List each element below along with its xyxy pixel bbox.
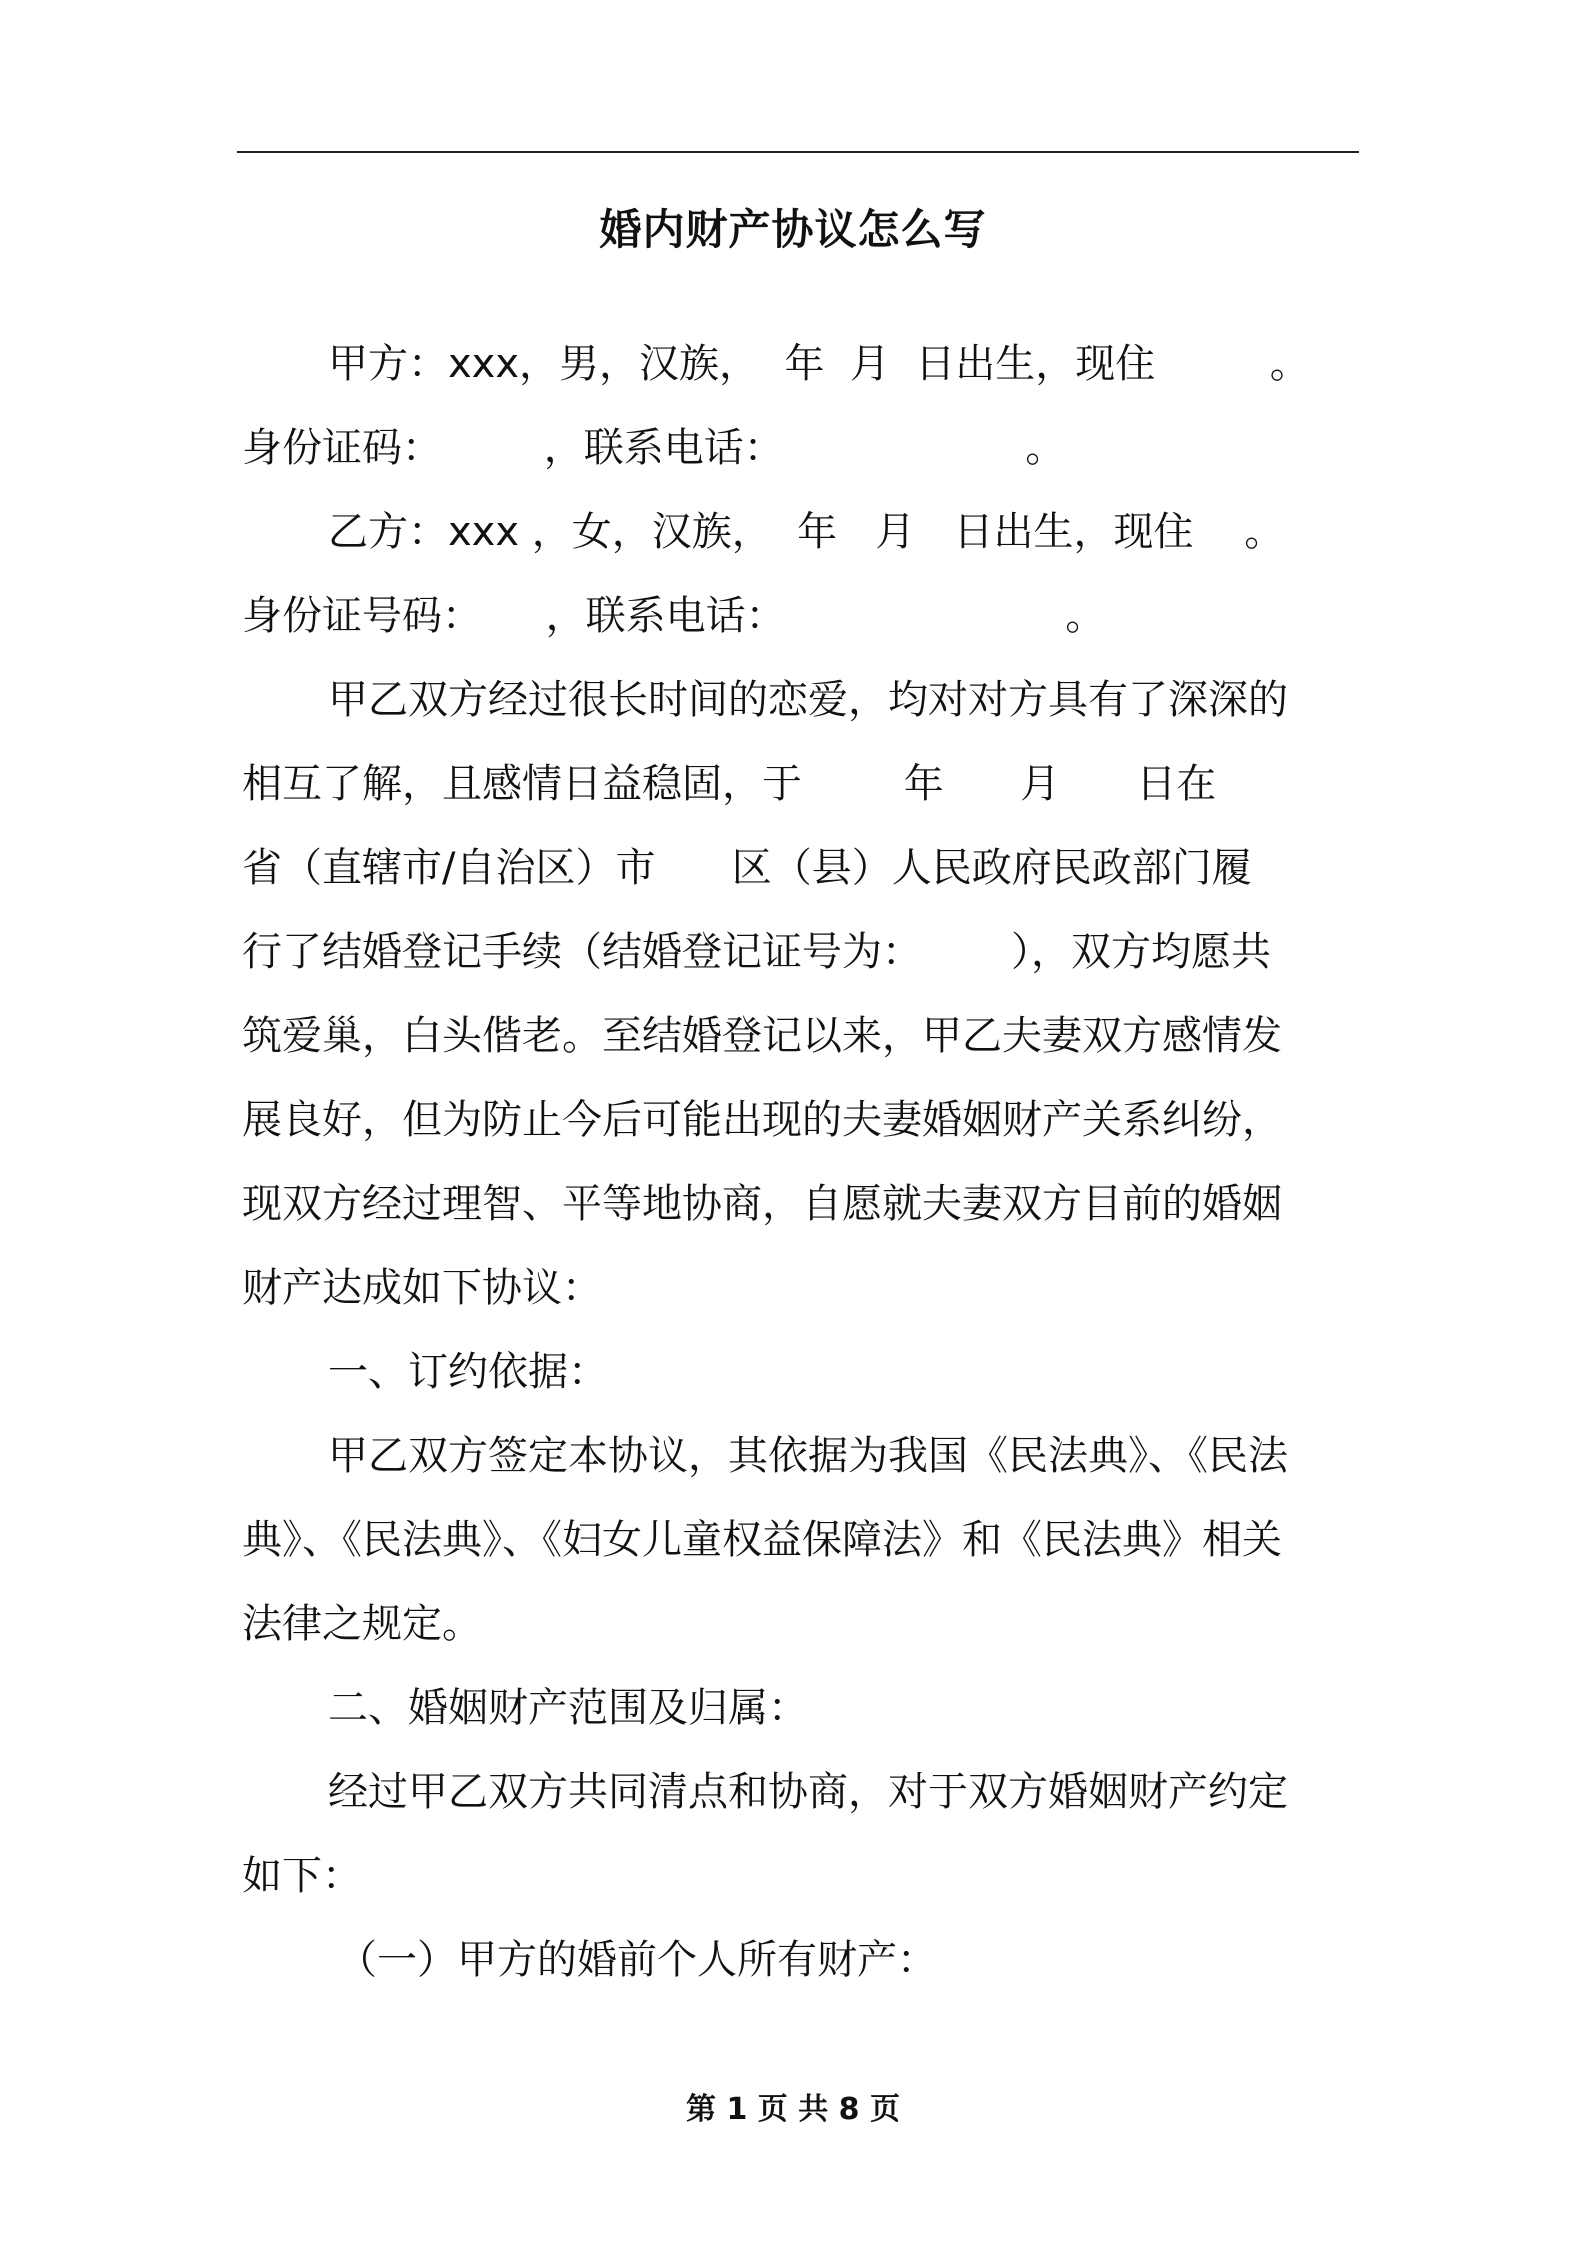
- document-body: [242, 322, 1356, 2002]
- document-title: 婚内财产协议怎么写: [599, 205, 987, 254]
- party-b-id-line: 身份证号码： ，联系电话： 。: [242, 593, 1106, 639]
- section-heading: 一、订约依据：: [328, 1349, 608, 1395]
- party-a-id-line: 身份证码： ，联系电话： 。: [242, 425, 1066, 471]
- body-line: 财产达成如下协议：: [242, 1265, 602, 1311]
- body-line: 经过甲乙双方共同清点和协商，对于双方婚姻财产约定: [328, 1769, 1288, 1815]
- body-line: 展良好，但为防止今后可能出现的夫妻婚姻财产关系纠纷，: [242, 1097, 1282, 1143]
- subsection-heading: （一）甲方的婚前个人所有财产：: [337, 1937, 937, 1983]
- body-line: 筑爱巢，白头偕老。至结婚登记以来，甲乙夫妻双方感情发: [242, 1013, 1282, 1059]
- party-b-line: 乙方：xxx ，女，汉族， 年 月 日出生，现住 。: [328, 509, 1285, 555]
- section-heading: 二、婚姻财产范围及归属：: [328, 1685, 808, 1731]
- body-line: 法律之规定。: [242, 1601, 482, 1647]
- body-line: 甲乙双方经过很长时间的恋爱，均对对方具有了深深的: [328, 677, 1288, 723]
- body-line: 甲乙双方签定本协议，其依据为我国《民法典》、《民法: [328, 1433, 1288, 1479]
- header-rule: [237, 151, 1359, 153]
- body-line: 如下：: [242, 1853, 362, 1899]
- page-number-footer: 第 1 页 共 8 页: [686, 2092, 900, 2127]
- body-line: 典》、《民法典》、《妇女儿童权益保障法》和《民法典》相关: [242, 1517, 1282, 1563]
- body-line: 省（直辖市/自治区）市 区（县）人民政府民政部门履: [242, 845, 1252, 891]
- party-a-line: 甲方：xxx，男，汉族， 年 月 日出生，现住 。: [328, 341, 1310, 387]
- body-line: 现双方经过理智、平等地协商，自愿就夫妻双方目前的婚姻: [242, 1181, 1282, 1227]
- body-line: 行了结婚登记手续（结婚登记证号为： ），双方均愿共: [242, 929, 1272, 975]
- body-line: 相互了解，且感情日益稳固，于 年 月 日在: [242, 761, 1217, 807]
